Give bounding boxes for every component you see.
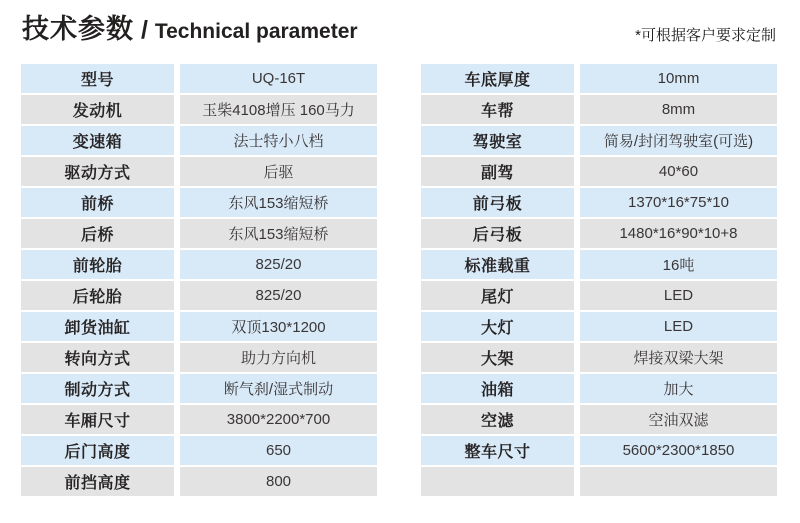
param-label: 前桥 <box>21 188 174 217</box>
param-label: 变速箱 <box>21 126 174 155</box>
param-value: 玉柴4108增压 160马力 <box>180 95 377 124</box>
param-label: 型号 <box>21 64 174 93</box>
table-row <box>421 126 777 155</box>
param-value: 东风153缩短桥 <box>180 188 377 217</box>
table-row <box>421 250 777 279</box>
table-row <box>421 281 777 310</box>
title-separator: / <box>134 16 155 44</box>
table-row <box>21 343 377 372</box>
param-label: 前轮胎 <box>21 250 174 279</box>
title-english: Technical parameter <box>154 20 358 43</box>
param-value: 助力方向机 <box>180 343 377 372</box>
param-label: 前挡高度 <box>21 467 174 496</box>
param-label: 后轮胎 <box>21 281 174 310</box>
param-value: 825/20 <box>180 250 377 279</box>
customization-note: *可根据客户要求定制 <box>635 27 776 44</box>
param-value: LED <box>580 312 777 341</box>
param-value: 简易/封闭驾驶室(可选) <box>580 126 777 155</box>
table-row <box>421 64 777 93</box>
page-title <box>22 13 358 48</box>
param-value: 空油双滤 <box>580 405 777 434</box>
param-label: 后弓板 <box>421 219 574 248</box>
table-row <box>21 126 377 155</box>
table-row <box>21 188 377 217</box>
param-label: 后门高度 <box>21 436 174 465</box>
param-value: 8mm <box>580 95 777 124</box>
param-value: 双顶130*1200 <box>180 312 377 341</box>
param-label: 驾驶室 <box>421 126 574 155</box>
table-row <box>421 374 777 403</box>
table-row <box>421 95 777 124</box>
table-row <box>21 250 377 279</box>
param-label: 标准载重 <box>421 250 574 279</box>
table-row <box>21 64 377 93</box>
param-value: 5600*2300*1850 <box>580 436 777 465</box>
table-row <box>421 467 777 496</box>
param-label: 后桥 <box>21 219 174 248</box>
table-row <box>21 467 377 496</box>
param-label: 大架 <box>421 343 574 372</box>
param-value: 1480*16*90*10+8 <box>580 219 777 248</box>
header <box>0 0 800 48</box>
param-label: 车厢尺寸 <box>21 405 174 434</box>
param-value: 加大 <box>580 374 777 403</box>
param-value: 800 <box>180 467 377 496</box>
spec-table-left <box>21 64 377 496</box>
param-value <box>580 467 777 496</box>
table-row <box>421 188 777 217</box>
param-label: 空滤 <box>421 405 574 434</box>
param-label: 转向方式 <box>21 343 174 372</box>
param-value: 650 <box>180 436 377 465</box>
param-value: LED <box>580 281 777 310</box>
table-row <box>21 374 377 403</box>
table-row <box>21 281 377 310</box>
param-value: 3800*2200*700 <box>180 405 377 434</box>
param-label: 卸货油缸 <box>21 312 174 341</box>
table-row <box>21 436 377 465</box>
spec-tables <box>0 64 800 496</box>
param-value: UQ-16T <box>180 64 377 93</box>
param-value: 40*60 <box>580 157 777 186</box>
title-chinese: 技术参数 <box>22 14 134 44</box>
param-label: 发动机 <box>21 95 174 124</box>
param-value: 焊接双梁大架 <box>580 343 777 372</box>
param-value: 16吨 <box>580 250 777 279</box>
table-row <box>21 219 377 248</box>
table-row <box>21 95 377 124</box>
param-label: 副驾 <box>421 157 574 186</box>
param-value: 1370*16*75*10 <box>580 188 777 217</box>
table-row <box>21 312 377 341</box>
param-label: 尾灯 <box>421 281 574 310</box>
table-row <box>21 405 377 434</box>
table-row <box>421 157 777 186</box>
param-value: 法士特小八档 <box>180 126 377 155</box>
param-value: 825/20 <box>180 281 377 310</box>
param-value: 断气刹/湿式制动 <box>180 374 377 403</box>
param-label: 前弓板 <box>421 188 574 217</box>
param-label <box>421 467 574 496</box>
table-row <box>421 312 777 341</box>
spec-table-right <box>421 64 777 496</box>
table-row <box>421 219 777 248</box>
param-label: 整车尺寸 <box>421 436 574 465</box>
table-row <box>21 157 377 186</box>
param-label: 制动方式 <box>21 374 174 403</box>
param-value: 10mm <box>580 64 777 93</box>
param-value: 后驱 <box>180 157 377 186</box>
param-label: 驱动方式 <box>21 157 174 186</box>
param-label: 大灯 <box>421 312 574 341</box>
param-label: 车底厚度 <box>421 64 574 93</box>
param-label: 车帮 <box>421 95 574 124</box>
param-label: 油箱 <box>421 374 574 403</box>
table-row <box>421 343 777 372</box>
table-row <box>421 436 777 465</box>
table-row <box>421 405 777 434</box>
param-value: 东风153缩短桥 <box>180 219 377 248</box>
